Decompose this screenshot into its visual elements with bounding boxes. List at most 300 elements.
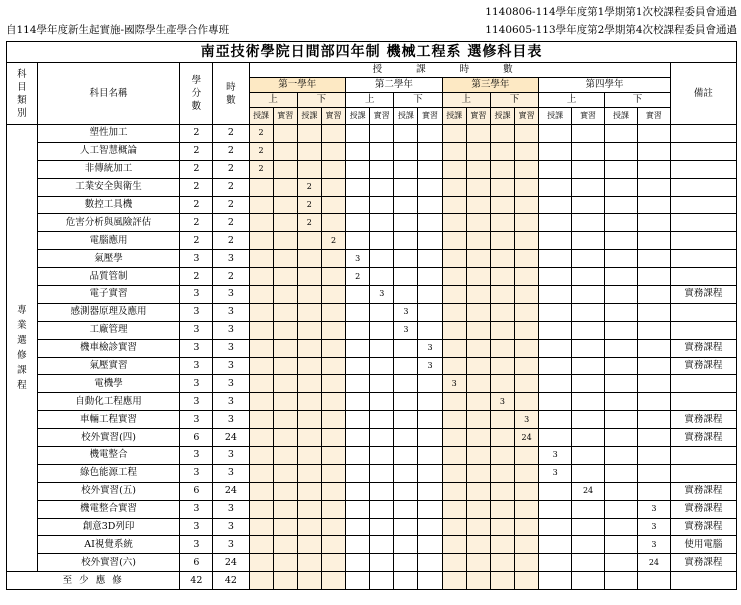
semester-header: 上	[249, 93, 297, 108]
hour-cell	[418, 142, 442, 160]
hour-cell	[442, 464, 466, 482]
hour-cell	[394, 447, 418, 465]
hour-cell	[605, 178, 638, 196]
hour-cell	[572, 250, 605, 268]
hour-cell	[370, 518, 394, 536]
course-row	[7, 250, 737, 268]
hour-cell	[418, 464, 442, 482]
hour-cell: 3	[490, 393, 514, 411]
footer-empty-cell	[637, 572, 670, 590]
hour-cell	[515, 464, 539, 482]
sub-header: 實習	[418, 108, 442, 125]
sub-header: 授課	[490, 108, 514, 125]
course-credits: 6	[180, 554, 213, 572]
course-name: 數控工具機	[37, 196, 180, 214]
hour-cell	[539, 500, 572, 518]
hour-cell	[515, 482, 539, 500]
hour-cell	[321, 339, 345, 357]
hour-cell	[605, 196, 638, 214]
hour-cell	[572, 536, 605, 554]
hour-cell	[539, 518, 572, 536]
hour-cell	[394, 429, 418, 447]
hour-cell	[370, 375, 394, 393]
hour-cell	[370, 214, 394, 232]
hour-cell	[637, 250, 670, 268]
min-required-label: 至 少 應 修	[7, 572, 180, 590]
hour-cell	[490, 429, 514, 447]
hour-cell	[418, 429, 442, 447]
hour-cell	[572, 429, 605, 447]
hour-cell	[394, 160, 418, 178]
hour-cell	[490, 250, 514, 268]
hour-cell	[370, 554, 394, 572]
sub-header: 實習	[273, 108, 297, 125]
course-name: 工廠管理	[37, 321, 180, 339]
course-hours: 3	[213, 447, 249, 465]
hour-cell	[539, 429, 572, 447]
hour-cell	[605, 321, 638, 339]
hour-cell	[249, 411, 273, 429]
hour-cell	[418, 268, 442, 286]
hour-cell	[370, 250, 394, 268]
course-name: AI視覺系統	[37, 536, 180, 554]
hour-cell	[572, 160, 605, 178]
hour-cell	[466, 500, 490, 518]
course-name: 電子實習	[37, 286, 180, 304]
sub-header: 實習	[466, 108, 490, 125]
course-row	[7, 178, 737, 196]
course-credits: 3	[180, 303, 213, 321]
hour-cell	[346, 178, 370, 196]
hour-cell	[442, 214, 466, 232]
course-credits: 3	[180, 518, 213, 536]
course-credits: 2	[180, 178, 213, 196]
course-remark: 實務課程	[670, 429, 736, 447]
hour-cell	[637, 286, 670, 304]
course-row	[7, 447, 737, 465]
semester-header: 上	[346, 93, 394, 108]
hour-cell: 24	[572, 482, 605, 500]
hour-cell	[572, 500, 605, 518]
hour-cell	[273, 411, 297, 429]
course-row	[7, 500, 737, 518]
course-remark: 實務課程	[670, 357, 736, 375]
course-name: 校外實習(四)	[37, 429, 180, 447]
hour-cell	[273, 303, 297, 321]
hour-cell	[442, 160, 466, 178]
hours-header: 時數	[213, 63, 249, 125]
hour-cell	[466, 160, 490, 178]
hour-cell	[605, 339, 638, 357]
approval-line-2: 1140605-113學年度第2學期第4次校課程委員會通過	[485, 24, 737, 36]
hour-cell	[539, 375, 572, 393]
hour-cell	[605, 357, 638, 375]
hour-cell	[515, 554, 539, 572]
semester-header: 上	[442, 93, 490, 108]
course-row	[7, 303, 737, 321]
course-credits: 2	[180, 142, 213, 160]
hour-cell	[539, 303, 572, 321]
hour-cell	[442, 500, 466, 518]
hour-cell	[418, 214, 442, 232]
semester-header: 下	[394, 93, 442, 108]
hour-cell	[321, 321, 345, 339]
hour-cell	[605, 447, 638, 465]
hour-cell	[321, 357, 345, 375]
hour-cell	[466, 178, 490, 196]
hour-cell	[637, 464, 670, 482]
hour-cell	[249, 429, 273, 447]
hour-cell	[273, 554, 297, 572]
hour-cell	[321, 393, 345, 411]
hour-cell	[490, 554, 514, 572]
hour-cell	[466, 142, 490, 160]
course-remark: 實務課程	[670, 286, 736, 304]
hour-cell: 2	[297, 178, 321, 196]
hour-cell	[515, 160, 539, 178]
hour-cell	[297, 357, 321, 375]
course-hours: 3	[213, 375, 249, 393]
course-credits: 6	[180, 429, 213, 447]
course-row	[7, 339, 737, 357]
hour-cell	[515, 286, 539, 304]
hour-cell	[394, 393, 418, 411]
hour-cell	[466, 196, 490, 214]
hour-cell	[321, 142, 345, 160]
hour-cell	[515, 339, 539, 357]
hour-cell	[490, 447, 514, 465]
hour-cell	[321, 536, 345, 554]
hour-cell	[346, 536, 370, 554]
course-hours: 2	[213, 196, 249, 214]
course-credits: 2	[180, 125, 213, 143]
hour-cell	[539, 232, 572, 250]
hour-cell	[273, 518, 297, 536]
hour-cell	[515, 214, 539, 232]
hour-cell	[394, 125, 418, 143]
hour-cell	[297, 464, 321, 482]
hour-cell	[605, 160, 638, 178]
course-remark: 實務課程	[670, 339, 736, 357]
hour-cell: 3	[515, 411, 539, 429]
course-credits: 3	[180, 321, 213, 339]
course-name: 創意3D列印	[37, 518, 180, 536]
hour-cell	[394, 375, 418, 393]
footer-remark-cell	[670, 572, 736, 590]
course-remark	[670, 303, 736, 321]
hour-cell	[442, 554, 466, 572]
course-hours: 3	[213, 500, 249, 518]
course-hours: 3	[213, 303, 249, 321]
credits-header: 學分數	[180, 63, 213, 125]
hour-cell	[490, 536, 514, 554]
hour-cell	[249, 464, 273, 482]
hour-cell	[394, 178, 418, 196]
hour-cell	[370, 160, 394, 178]
course-credits: 2	[180, 214, 213, 232]
hour-cell	[490, 214, 514, 232]
hour-cell	[321, 178, 345, 196]
hour-cell	[346, 232, 370, 250]
course-hours: 3	[213, 536, 249, 554]
course-row	[7, 411, 737, 429]
hour-cell	[605, 554, 638, 572]
hour-cell	[297, 518, 321, 536]
hour-cell	[394, 286, 418, 304]
hour-cell	[605, 375, 638, 393]
hour-cell	[346, 303, 370, 321]
hour-cell	[370, 232, 394, 250]
hour-cell: 3	[418, 339, 442, 357]
category-label: 專業選修課程	[17, 305, 27, 392]
hour-cell	[539, 339, 572, 357]
hour-cell	[466, 536, 490, 554]
hour-cell	[490, 125, 514, 143]
hour-cell: 2	[297, 214, 321, 232]
hour-cell: 3	[442, 375, 466, 393]
course-hours: 3	[213, 518, 249, 536]
hour-cell	[321, 375, 345, 393]
hour-cell	[418, 554, 442, 572]
hour-cell	[321, 196, 345, 214]
hour-cell	[572, 411, 605, 429]
hour-cell	[605, 536, 638, 554]
hour-cell: 3	[394, 321, 418, 339]
hour-cell	[637, 393, 670, 411]
course-hours: 3	[213, 357, 249, 375]
course-credits: 3	[180, 375, 213, 393]
approval-line-1: 1140806-114學年度第1學期第1次校課程委員會通過	[485, 6, 737, 18]
hour-cell: 2	[321, 232, 345, 250]
hour-cell	[539, 196, 572, 214]
hour-cell	[605, 429, 638, 447]
hour-cell	[321, 160, 345, 178]
hour-cell	[572, 286, 605, 304]
hour-cell	[572, 464, 605, 482]
hour-cell: 2	[297, 196, 321, 214]
elective-course-table	[6, 41, 737, 590]
hour-cell	[321, 518, 345, 536]
hour-cell	[346, 375, 370, 393]
hour-cell	[515, 393, 539, 411]
hour-cell	[466, 411, 490, 429]
hour-cell	[273, 375, 297, 393]
hour-cell	[442, 232, 466, 250]
course-hours: 2	[213, 125, 249, 143]
hour-cell: 2	[249, 125, 273, 143]
hour-cell	[418, 482, 442, 500]
hour-cell	[321, 554, 345, 572]
hour-cell	[572, 321, 605, 339]
hour-cell	[572, 178, 605, 196]
course-remark: 實務課程	[670, 518, 736, 536]
hour-cell	[490, 268, 514, 286]
hour-cell	[442, 447, 466, 465]
hour-cell	[297, 375, 321, 393]
hour-cell	[394, 214, 418, 232]
course-remark	[670, 214, 736, 232]
course-credits: 6	[180, 482, 213, 500]
hour-cell	[466, 214, 490, 232]
course-credits: 2	[180, 160, 213, 178]
hour-cell	[605, 268, 638, 286]
hour-cell	[321, 125, 345, 143]
footer-empty-cell	[442, 572, 466, 590]
hour-cell	[418, 321, 442, 339]
course-credits: 2	[180, 232, 213, 250]
course-hours: 2	[213, 160, 249, 178]
hour-cell	[572, 196, 605, 214]
hour-cell	[442, 429, 466, 447]
hour-cell	[418, 286, 442, 304]
hour-cell	[572, 339, 605, 357]
hour-cell	[370, 500, 394, 518]
hour-cell	[297, 125, 321, 143]
hour-cell	[273, 357, 297, 375]
hour-cell	[249, 447, 273, 465]
sub-header: 授課	[442, 108, 466, 125]
hour-cell	[249, 518, 273, 536]
hour-cell	[466, 321, 490, 339]
hour-cell	[539, 286, 572, 304]
hour-cell	[249, 554, 273, 572]
hour-cell	[637, 303, 670, 321]
hour-cell	[572, 554, 605, 572]
hour-cell	[394, 411, 418, 429]
hour-cell	[273, 268, 297, 286]
hour-cell: 3	[394, 303, 418, 321]
course-remark	[670, 142, 736, 160]
hour-cell	[249, 303, 273, 321]
year-header: 第四學年	[539, 78, 671, 93]
year-header: 第一學年	[249, 78, 346, 93]
hour-cell	[249, 393, 273, 411]
hour-cell	[539, 536, 572, 554]
hour-cell	[442, 268, 466, 286]
course-row	[7, 357, 737, 375]
hour-cell	[394, 482, 418, 500]
hour-cell	[442, 125, 466, 143]
hour-cell	[515, 536, 539, 554]
course-remark: 使用電腦	[670, 536, 736, 554]
hour-cell	[273, 393, 297, 411]
course-name: 自動化工程應用	[37, 393, 180, 411]
hour-cell	[466, 429, 490, 447]
sub-header: 實習	[321, 108, 345, 125]
hour-cell	[249, 339, 273, 357]
hour-cell	[297, 142, 321, 160]
hour-cell	[249, 536, 273, 554]
course-hours: 24	[213, 554, 249, 572]
hour-cell	[249, 232, 273, 250]
hour-cell	[418, 125, 442, 143]
hour-cell	[321, 411, 345, 429]
hour-cell	[321, 303, 345, 321]
sub-header: 授課	[249, 108, 273, 125]
hour-cell	[273, 429, 297, 447]
hour-cell	[637, 321, 670, 339]
course-name: 感測器原理及應用	[37, 303, 180, 321]
hour-cell	[442, 303, 466, 321]
hour-cell	[572, 268, 605, 286]
hour-cell	[637, 339, 670, 357]
course-remark	[670, 250, 736, 268]
footer-empty-cell	[249, 572, 273, 590]
hour-cell	[297, 500, 321, 518]
course-remark	[670, 464, 736, 482]
remarks-header: 備註	[670, 63, 736, 125]
hour-cell	[490, 357, 514, 375]
hour-cell	[442, 286, 466, 304]
hour-cell	[466, 268, 490, 286]
hour-cell	[273, 321, 297, 339]
course-hours: 24	[213, 482, 249, 500]
hour-cell	[466, 125, 490, 143]
course-remark	[670, 393, 736, 411]
hour-cell	[490, 482, 514, 500]
hour-cell	[346, 214, 370, 232]
hour-cell	[370, 411, 394, 429]
hour-cell	[442, 518, 466, 536]
course-hours: 2	[213, 142, 249, 160]
hour-cell	[297, 554, 321, 572]
hour-cell	[273, 536, 297, 554]
hour-cell	[515, 250, 539, 268]
course-hours: 2	[213, 214, 249, 232]
course-hours: 3	[213, 286, 249, 304]
course-name: 校外實習(五)	[37, 482, 180, 500]
hour-cell	[370, 142, 394, 160]
hour-cell	[605, 214, 638, 232]
hour-cell	[637, 375, 670, 393]
hour-cell	[466, 518, 490, 536]
hour-cell	[297, 303, 321, 321]
sub-header: 實習	[370, 108, 394, 125]
hour-cell	[466, 286, 490, 304]
hour-cell	[442, 536, 466, 554]
hour-cell	[249, 268, 273, 286]
course-credits: 3	[180, 536, 213, 554]
hour-cell	[394, 536, 418, 554]
hour-cell	[490, 160, 514, 178]
hour-cell	[605, 464, 638, 482]
hour-cell: 2	[346, 268, 370, 286]
hour-cell	[394, 518, 418, 536]
hour-cell	[273, 214, 297, 232]
cohort-note: 自114學年度新生起實施-國際學生產學合作專班	[6, 24, 230, 36]
hour-cell	[442, 482, 466, 500]
hour-cell	[394, 464, 418, 482]
hour-cell	[273, 232, 297, 250]
hour-cell	[539, 125, 572, 143]
hour-cell	[418, 375, 442, 393]
course-hours: 3	[213, 339, 249, 357]
course-row	[7, 429, 737, 447]
course-name: 危害分析與風險評估	[37, 214, 180, 232]
hour-cell	[490, 178, 514, 196]
course-credits: 2	[180, 196, 213, 214]
course-row	[7, 160, 737, 178]
hour-cell	[605, 411, 638, 429]
hour-cell	[418, 250, 442, 268]
hour-cell	[637, 429, 670, 447]
hour-cell	[273, 482, 297, 500]
hour-cell	[442, 321, 466, 339]
hour-cell	[637, 178, 670, 196]
hour-cell	[418, 303, 442, 321]
course-row	[7, 196, 737, 214]
hour-cell	[297, 393, 321, 411]
